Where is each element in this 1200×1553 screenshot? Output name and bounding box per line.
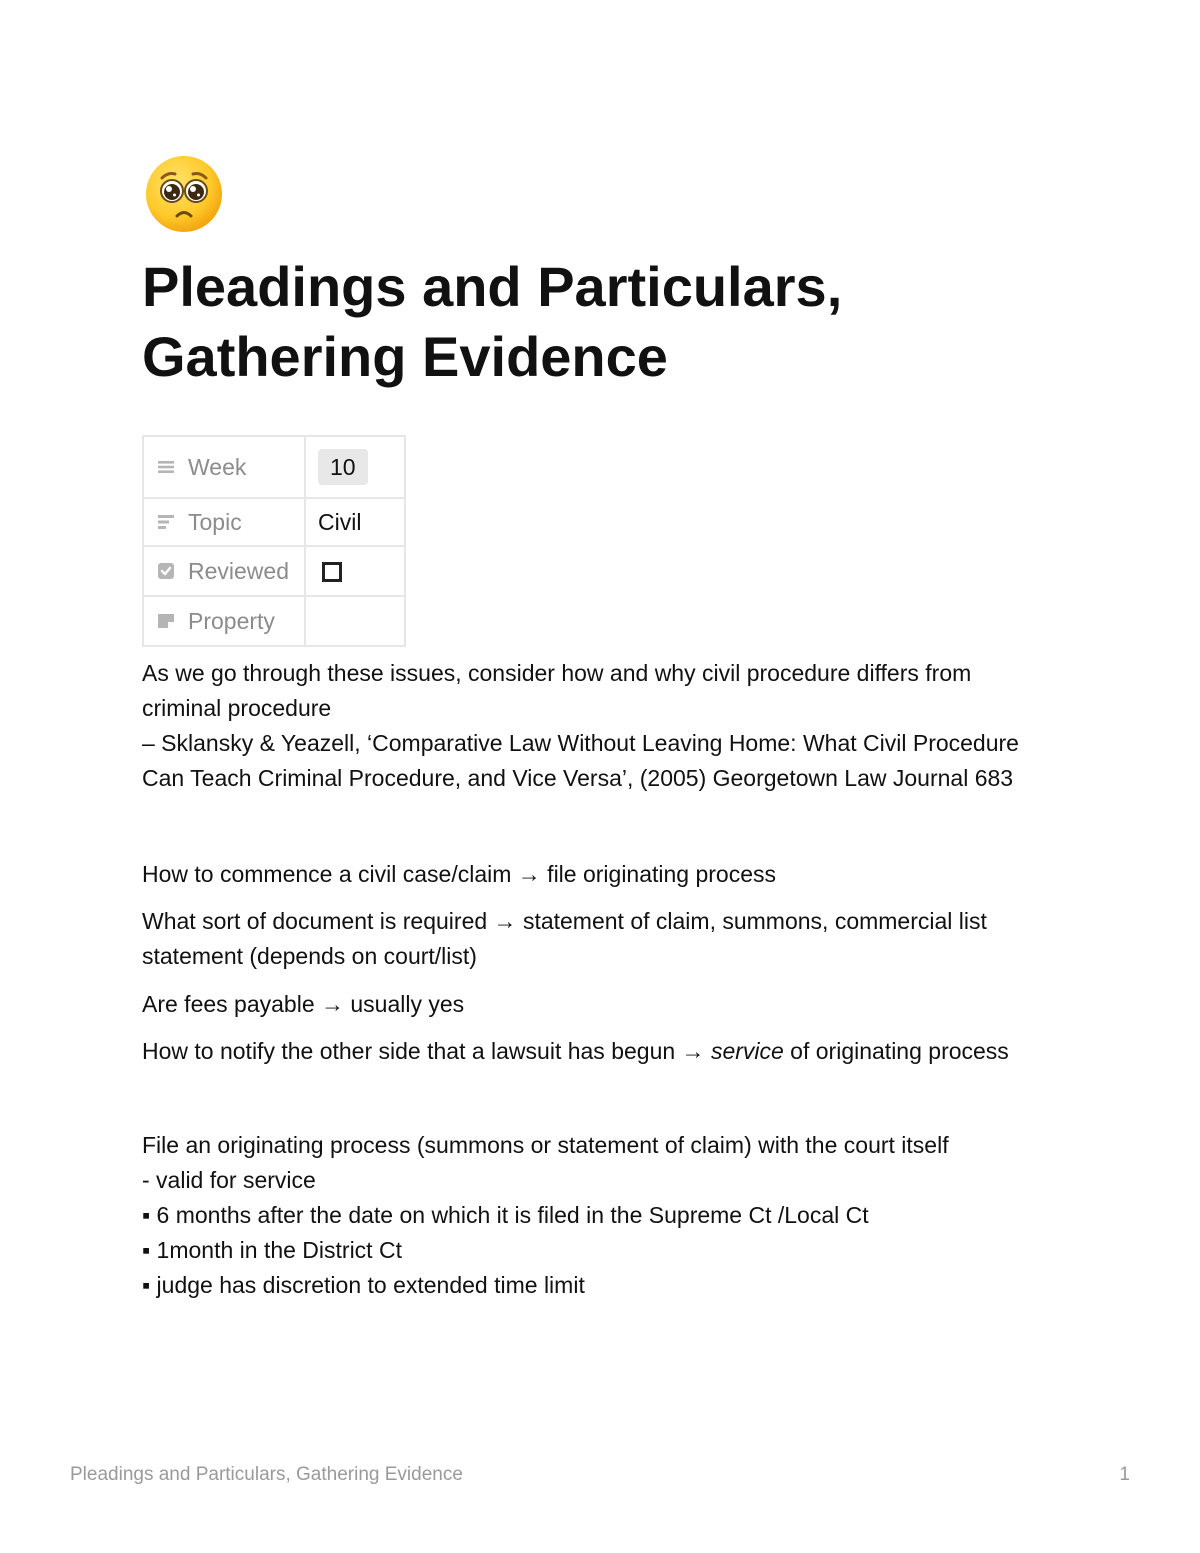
qa-document (142, 904, 1062, 974)
property-key-week (143, 436, 305, 498)
reviewed-checkbox[interactable] (322, 562, 342, 582)
qa-notify-emphasis: service (710, 1038, 784, 1064)
property-label: Topic (188, 508, 242, 535)
intro-line: criminal procedure (142, 695, 332, 721)
filing-bullet: ▪ judge has discretion to extended time limit (142, 1272, 585, 1298)
week-badge: 10 (318, 449, 368, 485)
filing-line: File an originating process (summons or statement of claim) with the court itself (142, 1132, 949, 1158)
properties-table (142, 435, 406, 647)
property-value-reviewed (305, 546, 405, 596)
qa-notify-pre: How to notify the other side that a lawsuit has begun → (142, 1038, 711, 1064)
property-row-reviewed (143, 546, 405, 596)
filing-bullet: ▪ 6 months after the date on which it is filed in the Supreme Ct /Local Ct (142, 1202, 869, 1228)
checkbox-icon (156, 561, 176, 581)
property-label: Reviewed (188, 557, 289, 584)
property-row-topic (143, 498, 405, 546)
pleading-face-icon (144, 154, 224, 234)
qa-fees: Are fees payable → usually yes (142, 991, 465, 1017)
property-key-topic (143, 498, 305, 546)
footer-page-number: 1 (1119, 1464, 1130, 1485)
property-row-week (143, 436, 405, 498)
property-value-week[interactable] (305, 436, 405, 498)
page-title-line-2: Gathering Evidence (142, 325, 668, 388)
property-row-property (143, 596, 405, 646)
property-value-topic[interactable]: Civil (305, 498, 405, 546)
footer-title: Pleadings and Particulars, Gathering Evidence (70, 1464, 463, 1485)
page-title-line-1: Pleadings and Particulars, (142, 255, 843, 318)
intro-line: As we go through these issues, consider how and why civil procedure differs from (142, 660, 972, 686)
page-title (142, 252, 1102, 392)
qa-notify (142, 1034, 1062, 1069)
filing-paragraph (142, 1128, 1062, 1303)
property-value-property[interactable] (305, 596, 405, 646)
property-key-property (143, 596, 305, 646)
property-key-reviewed (143, 546, 305, 596)
text-icon (156, 611, 176, 631)
number-icon (156, 457, 176, 477)
intro-line: – Sklansky & Yeazell, ‘Comparative Law Without Leaving Home: What Civil Procedure (142, 730, 1019, 756)
qa-notify-post: of originating process (783, 1038, 1009, 1064)
filing-bullet: ▪ 1month in the District Ct (142, 1237, 402, 1263)
property-label: Property (188, 607, 275, 634)
filing-line: - valid for service (142, 1167, 316, 1193)
intro-paragraph (142, 656, 1062, 796)
qa-commence: How to commence a civil case/claim → file originating process (142, 861, 777, 887)
select-icon (156, 512, 176, 532)
intro-line: Can Teach Criminal Procedure, and Vice Versa’, (2005) Georgetown Law Journal 683 (142, 765, 1014, 791)
qa-line: What sort of document is required → statement of claim, summons, commercial list (142, 908, 987, 934)
qa-line: statement (depends on court/list) (142, 943, 477, 969)
property-label: Week (188, 453, 247, 480)
